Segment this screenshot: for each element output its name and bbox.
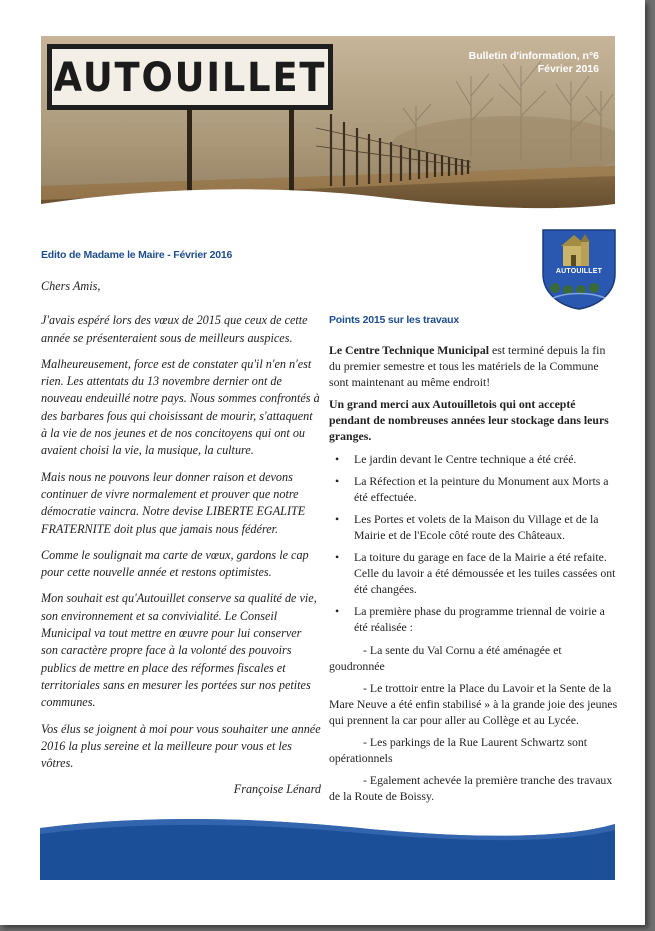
edito-signature: Françoise Lénard (233, 782, 321, 797)
edito-paragraph: Comme le soulignait ma carte de vœux, gardons le cap pour cette nouvelle année et restons optimistes. (41, 547, 309, 580)
list-item: • Les Portes et volets de la Maison du Village et de la Mairie et de l'Ecole côté route des Châteaux. (354, 511, 619, 543)
sub-item: - Le trottoir entre la Place du Lavoir et la Sente de la Mare Neuve a été enfin stabilisé » à la grande joie des jeunes qui prennent la car pour aller au Collège et au Lycée. (329, 680, 618, 727)
sign-text: AUTOUILLET (53, 55, 327, 101)
edito-paragraph: Mais nous ne pouvons leur donner raison et devons continuer de vivre normalement et prouver que notre démocratie vaincra. Notre devise LIBERTE EGALITE FRATERNITE doit plus que jamais nous fédérer. (41, 469, 306, 536)
edito-greeting: Chers Amis, (41, 279, 101, 293)
header-photo (41, 36, 615, 220)
edito-paragraph: Malheureusement, force est de constater qu'il n'en n'est rien. Les attentats du 13 novembre dernier ont de nouveau endeuillé notre pays. Nous sommes confrontés à des barbares fous qui choisissant de mourir, s'attaquent à la vie de nos jeunes et de nos concitoyens qui ont ou avaient choisi la vie, la musique, la culture. (41, 356, 320, 458)
sub-item: - La sente du Val Cornu a été aménagée et goudronnée (329, 642, 562, 673)
travaux-thanks-text: Un grand merci aux Autouilletois qui ont accepté pendant de nombreuses années leur stockage dans leurs granges. (329, 397, 609, 444)
crest-name: AUTOUILLET (555, 268, 603, 275)
list-item: • Le jardin devant le Centre technique a été créé. (354, 451, 619, 467)
edito-letter (41, 278, 321, 799)
travaux-list (329, 451, 619, 636)
list-item: • La Réfection et la peinture du Monument aux Morts a été effectuée. (354, 473, 619, 505)
footer-wave (0, 818, 645, 892)
travaux-intro-bold: Le Centre Technique Municipal (329, 343, 490, 357)
edito-paragraph: Vos élus se joignent à moi pour vous souhaiter une année 2016 la plus sereine et la meilleure pour vous et les vôtres. (41, 721, 321, 771)
village-crest (541, 228, 617, 310)
list-item: • La toiture du garage en face de la Mairie a été refaite. Celle du lavoir a été démoussée et les tuiles cassées ont été changées. (354, 549, 619, 597)
travaux-heading: Points 2015 sur les travaux (329, 314, 460, 326)
bulletin-info (469, 50, 599, 76)
sub-item: - Les parkings de la Rue Laurent Schwartz sont opérationnels (329, 734, 588, 766)
travaux-report (329, 342, 619, 810)
travaux-intro-text: est terminé depuis la fin du premier semestre et tous les matériels de la Commune sont maintenant au même endroit! (329, 343, 606, 390)
travaux-thanks (329, 396, 619, 444)
sub-item: - Egalement achevée la première tranche des travaux de la Route de Boissy. (329, 773, 613, 804)
edito-paragraph: Mon souhait est qu'Autouillet conserve sa qualité de vie, son environnement et sa convivialité. Le Conseil Municipal va tout mettre en œuvre pour lui conserver son caractère propre face à la volonté des pouvoirs publics de mettre en place des réformes fiscales et territoriales sans en mesurer les portées sur nos petites communes. (41, 591, 317, 710)
edito-heading: Edito de Madame le Maire - Février 2016 (41, 249, 233, 261)
list-item: • La première phase du programme triennal de voirie a été réalisée : (354, 603, 619, 635)
edito-paragraph: J'avais espéré lors des vœux de 2015 que ceux de cette année se présenteraient sous de meilleurs auspices. (41, 313, 308, 345)
bulletin-number: Bulletin d'information, n°6 (468, 50, 599, 62)
travaux-intro (329, 342, 619, 390)
bulletin-date: Février 2016 (537, 63, 599, 75)
